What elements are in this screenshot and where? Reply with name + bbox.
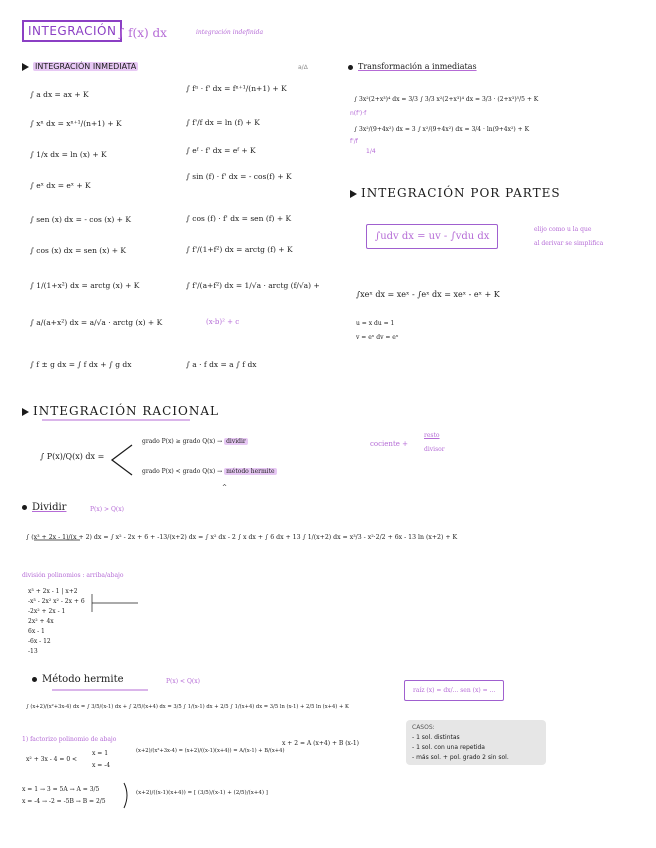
parts-formula-box: ∫udv dx = uv - ∫vdu dx	[366, 224, 498, 249]
hermite-box: raíz (x) = dx/... sen (x) = ...	[404, 680, 504, 701]
rational-title: INTEGRACIÓN RACIONAL	[33, 404, 219, 418]
rational-mark: ^	[222, 484, 228, 491]
division-line-3: -2x² + 2x - 1	[28, 608, 66, 615]
triangle-icon	[350, 190, 357, 198]
hermite-eq-2: x = -4 → -2 = -5B → B = 2/5	[22, 798, 106, 805]
rational-side-1: cociente +	[370, 440, 408, 448]
hermite-equation: ∫ (x+2)/(x²+3x-4) dx = ∫ 3/5/(x-1) dx + ∫ 2/5/(x+4) dx = 3/5 ∫ 1/(x-1) dx + 2/5 ∫ 1/(x+4) dx = 3/5 ln (x-1) + 2/5 ln (x+4) + K	[26, 704, 349, 710]
division-line-1: x³ + 2x - 1 | x+2	[28, 588, 78, 595]
immediate-note: a/∆	[298, 64, 308, 71]
formula-left-7: ∫ 1/(1+x²) dx = arctg (x) + K	[30, 281, 140, 290]
hermite-roots-note: 1) factorizo polinomio de abajo	[22, 736, 117, 743]
rational-case-2-label: método hermite	[226, 468, 275, 475]
triangle-icon	[22, 408, 29, 416]
formula-left-6: ∫ cos (x) dx = sen (x) + K	[30, 246, 127, 255]
divide-equation: ∫ (x³ + 2x - 1)/(x + 2) dx = ∫ x² - 2x + 6 + -13/(x+2) dx = ∫ x² dx - 2 ∫ x dx + ∫ 6 dx + 13 ∫ 1/(x+2) dx = x³/3 - x²·2/2 + 6x - 13 ln (x+2) + K	[26, 534, 458, 541]
division-line-5: 6x - 1	[28, 628, 45, 635]
parts-note-2: al derivar se simplifica	[534, 240, 604, 247]
parts-title: INTEGRACIÓN POR PARTES	[361, 186, 561, 200]
formula-right-2: ∫ f'/f dx = ln (f) + K	[186, 118, 260, 127]
division-line-2: -x³ - 2x² x² - 2x + 6	[28, 598, 85, 605]
division-line-7: -13	[28, 648, 38, 655]
triangle-icon	[22, 63, 29, 71]
divide-section-title	[22, 502, 66, 513]
rational-integral: ∫ P(x)/Q(x) dx =	[40, 452, 105, 461]
formula-right-7: ∫ f'/(a+f²) dx = 1/√a · arctg (f/√a) +	[186, 281, 320, 290]
rational-case-2-text: grado P(x) < grado Q(x) →	[142, 468, 223, 475]
bullet-icon	[348, 65, 353, 70]
bullet-icon	[22, 505, 27, 510]
hermite-root-1: x = 1	[92, 750, 109, 757]
parts-v-line: v = eˣ dv = eˣ	[356, 334, 399, 341]
formula-right-4: ∫ sin (f) · f' dx = - cos(f) + K	[186, 172, 292, 181]
header-subtitle: integración indefinida	[196, 29, 264, 36]
casos-item-3: - más sol. + pol. grado 2 sin sol.	[412, 754, 509, 761]
parts-example: ∫xeˣ dx = xeˣ - ∫eˣ dx = xeˣ - eˣ + K	[356, 290, 500, 299]
rational-side-2: resto	[424, 432, 440, 439]
hermite-system: x + 2 = A (x+4) + B (x-1)	[282, 740, 359, 747]
casos-title: CASOS:	[412, 724, 435, 731]
parts-u-line: u = x du = 1	[356, 320, 395, 327]
page-title: INTEGRACIÓN	[22, 20, 122, 42]
division-line-6: -6x - 12	[28, 638, 51, 645]
rational-case-2	[142, 468, 277, 475]
divide-title: Dividir	[32, 502, 67, 513]
formula-right-5: ∫ cos (f) · f' dx = sen (f) + K	[186, 214, 292, 223]
hermite-eq-1: x = 1 → 3 = 5A → A = 3/5	[22, 786, 100, 793]
divide-condition: P(x) > Q(x)	[90, 506, 124, 513]
formula-left-4: ∫ eˣ dx = eˣ + K	[30, 181, 91, 190]
formula-left-1: ∫ a dx = ax + K	[30, 90, 89, 99]
formula-right-6: ∫ f'/(1+f²) dx = arctg (f) + K	[186, 245, 293, 254]
rational-case-1	[142, 438, 248, 445]
header-integral: ∫ f(x) dx	[118, 26, 167, 40]
brace	[124, 783, 127, 808]
transform-line-1: ∫ 3x²(2+x³)⁴ dx = 3/3 ∫ 3/3 x²(2+x³)⁴ dx = 3/3 · (2+x³)⁵/5 + K	[354, 96, 539, 103]
formula-right-3: ∫ eᶠ · f' dx = eᶠ + K	[186, 146, 256, 155]
transform-note-1: n(f')·f	[350, 110, 367, 117]
rational-case-1-label: dividir	[226, 438, 246, 445]
parts-note-1: elijo como u la que	[534, 226, 592, 233]
formula-left-8: ∫ a/(a+x²) dx = a/√a · arctg (x) + K	[30, 318, 163, 327]
formula-left-5: ∫ sen (x) dx = - cos (x) + K	[30, 215, 131, 224]
hermite-root-2: x = -4	[92, 762, 111, 769]
hermite-roots: x² + 3x - 4 = 0 <	[26, 756, 78, 763]
rational-case-1-text: grado P(x) ≥ grado Q(x) →	[142, 438, 223, 445]
transform-line-2: ∫ 3x²/(9+4x²) dx = 3 ∫ x²/(9+4x²) dx = 3/4 · ln(9+4x²) + K	[354, 126, 530, 133]
divide-note: división polinomios : arriba/abajo	[22, 572, 124, 579]
formula-left-9: ∫ f ± g dx = ∫ f dx + ∫ g dx	[30, 360, 132, 369]
transform-sub: 1/4	[366, 148, 376, 155]
parts-section-title	[350, 186, 561, 200]
casos-item-1: - 1 sol. distintas	[412, 734, 460, 741]
branch-bracket	[112, 445, 132, 475]
formula-extra: (x-b)² + c	[206, 318, 240, 326]
transform-title: Transformación a inmediatas	[358, 62, 477, 71]
casos-box	[406, 720, 546, 765]
casos-item-2: - 1 sol. con una repetida	[412, 744, 485, 751]
hermite-condition: P(x) < Q(x)	[166, 678, 200, 685]
transform-note-2: f'/f	[350, 138, 358, 145]
immediate-section-title	[22, 62, 138, 71]
division-line-4: 2x² + 4x	[28, 618, 54, 625]
rational-side-3: divisor	[424, 446, 445, 453]
formula-right-1: ∫ fⁿ · f' dx = fⁿ⁺¹/(n+1) + K	[186, 84, 287, 93]
bullet-icon	[32, 677, 37, 682]
transform-section-title	[348, 62, 477, 71]
rational-section-title	[22, 404, 219, 418]
immediate-title: INTEGRACIÓN INMEDIATA	[35, 62, 137, 71]
formula-left-3: ∫ 1/x dx = ln (x) + K	[30, 150, 107, 159]
formula-left-2: ∫ xⁿ dx = xⁿ⁺¹/(n+1) + K	[30, 119, 122, 128]
hermite-result: (x+2)/((x-1)(x+4)) = [ (3/5)/(x-1) + (2/5)/(x+4) ]	[136, 790, 268, 796]
formula-right-8: ∫ a · f dx = a ∫ f dx	[186, 360, 257, 369]
hermite-fractions: (x+2)/(x²+3x-4) = (x+2)/((x-1)(x+4)) = A/(x-1) + B/(x+4)	[136, 748, 285, 754]
hermite-section-title	[32, 674, 124, 685]
hermite-title: Método hermite	[42, 674, 124, 685]
